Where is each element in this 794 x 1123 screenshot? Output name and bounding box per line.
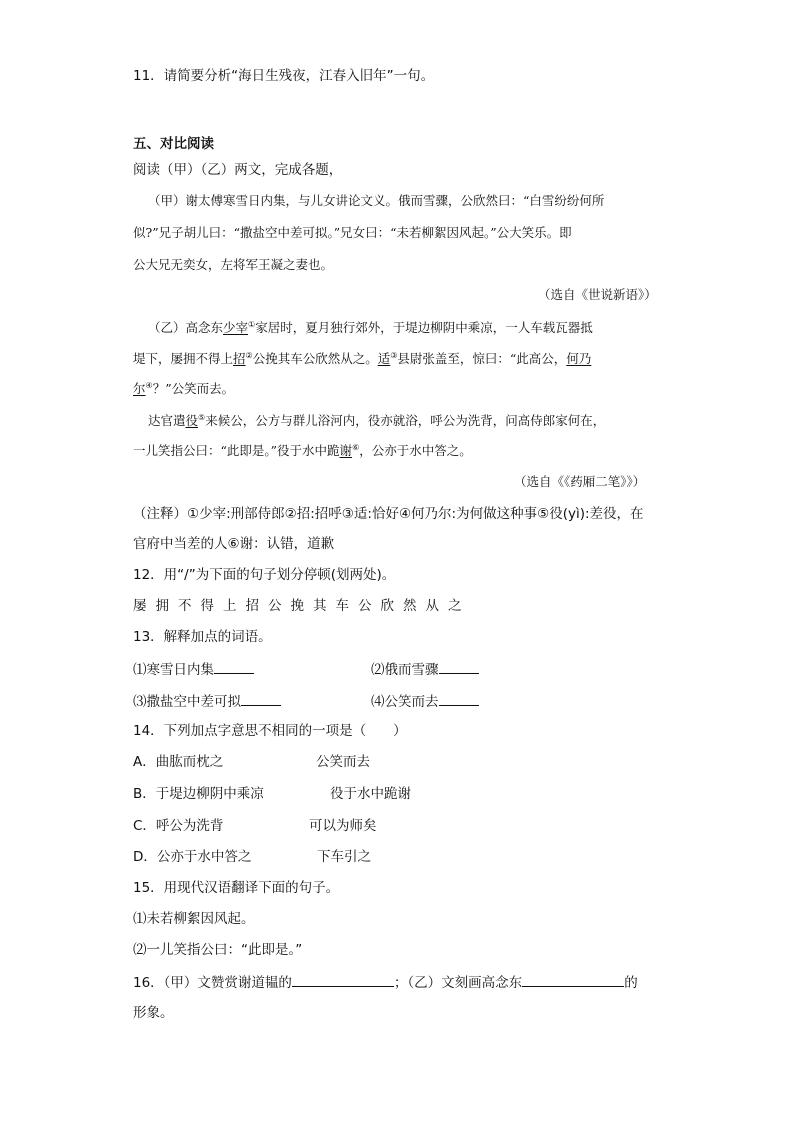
q15-item-2: ⑵一儿笑指公曰：“此即是。” [133,942,303,958]
answer-blank[interactable] [214,659,254,674]
annotated-word: 适 [377,351,391,366]
yi-line-4 [148,411,605,431]
q13-item-label: ⑵俄而雪骤 [371,662,439,678]
q14-option-d-compare: 下车引之 [317,849,371,865]
question-12: 12．用“/”为下面的句子划分停顿(划两处)。 [133,567,396,583]
annotated-word: 役 [185,413,199,428]
note-mark: ⑥ [352,442,360,452]
q14-option-d[interactable]: D．公亦于水中答之 [133,849,252,865]
q13-item-label: ⑴寒雪日内集 [133,662,214,678]
q16-text: ；（乙）文刻画高念东 [393,975,523,991]
answer-blank[interactable] [439,691,479,706]
note-mark: ④ [145,380,153,390]
note-mark: ② [245,350,253,360]
yi-text: 公挽其车公欣然从之。 [252,351,378,366]
q13-item-label: ⑷公笑而去 [371,694,439,710]
question-11: 11．请简要分析“海日生残夜，江春入旧年”一句。 [133,68,435,84]
question-16-cont: 形象。 [133,1005,174,1021]
yi-text: 家居时，夏月独行郊外，于堤边柳阴中乘凉，一人车载瓦器抵 [255,320,593,335]
answer-blank[interactable] [522,972,624,987]
q13-item-2 [371,659,479,680]
annotated-word: 何乃 [566,351,592,366]
yi-text: 来候公，公方与群儿浴河内，役亦就浴，呼公为洗背，问高侍郎家何在， [205,413,606,428]
yi-text: 堤下，屡拥不得上 [133,351,234,366]
annotated-word: 少宰 [223,320,249,335]
annotated-word: 尔 [133,381,146,396]
yi-source: （选自《《药厢二笔》》） [514,474,646,489]
note-mark: ① [248,319,256,329]
q16-text: 16．（甲）文赞赏谢道韫的 [133,975,292,991]
note-mark: ③ [390,350,398,360]
question-14: 14．下列加点字意思不相同的一项是（ ） [133,723,407,739]
annotated-word: 谢 [339,443,353,458]
q13-item-3 [133,691,281,712]
q12-sentence: 屡拥不得上招公挽其车公欣然从之 [133,598,471,614]
q14-option-a[interactable]: A．曲肱而枕之 [133,754,224,770]
q14-option-b[interactable]: B．于堤边柳阴中乘凉 [133,786,264,802]
yi-text: （乙）高念东 [148,320,224,335]
yi-text: 一儿笑指公曰：“此即是。”役于水中跪 [133,443,340,458]
yi-text: ？”公笑而去。 [152,381,235,396]
yi-line-3 [133,379,234,399]
annotated-word: 招 [233,351,246,366]
q14-option-c[interactable]: C．呼公为洗背 [133,818,224,834]
q16-text: 的 [624,975,638,991]
q14-option-c-compare: 可以为师矣 [309,818,377,834]
instruction: 阅读（甲）（乙）两文，完成各题， [133,162,343,178]
question-15: 15．用现代汉语翻译下面的句子。 [133,880,340,896]
q13-item-label: ⑶撒盐空中差可拟 [133,694,241,710]
yi-line-5 [133,441,472,461]
q13-item-4 [371,691,479,712]
section-title: 五、对比阅读 [133,136,214,152]
q15-item-1: ⑴未若柳絮因风起。 [133,911,255,927]
question-16 [133,972,638,993]
answer-blank[interactable] [439,659,479,674]
jia-line-1: （甲）谢太傅寒雪日内集，与儿女讲论文义。俄而雪骤，公欣然曰：“白雪纷纷何所 [148,193,605,208]
note-mark: ⑤ [198,412,206,422]
jia-line-2: 似?”兄子胡儿曰：“撒盐空中差可拟。”兄女曰：“未若柳絮因风起。”公大笑乐。即 [133,225,572,240]
notes-line-2: 官府中当差的人⑥谢：认错，道歉 [133,536,335,552]
yi-line-2 [133,349,591,369]
yi-line-1 [148,318,593,338]
q13-item-1 [133,659,254,680]
answer-blank[interactable] [241,691,281,706]
q14-option-b-compare: 役于水中跪谢 [330,786,411,802]
yi-text: ，公亦于水中答之。 [359,443,472,458]
answer-blank[interactable] [292,972,394,987]
yi-text: 县尉张盖至，惊曰：“此高公， [397,351,567,366]
jia-line-3: 公大兄无奕女，左将军王凝之妻也。 [133,257,334,272]
q14-option-a-compare: 公笑而去 [316,754,370,770]
notes-line-1: （注释）①少宰:刑部侍郎②招:招呼③适:恰好④何乃尔:为何做这种事⑤役(yì):差役，在 [133,506,644,522]
yi-text: 达官遣 [148,413,186,428]
question-13: 13．解释加点的词语。 [133,629,272,645]
jia-source: （选自《世说新语》） [538,287,657,302]
